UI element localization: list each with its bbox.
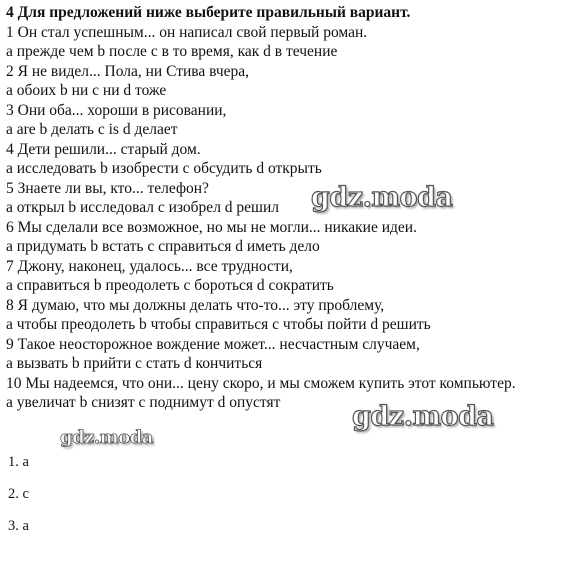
options-line: a прежде чем b после с в то время, как d в течение: [6, 43, 338, 60]
question-line: 5 Знаете ли вы, кто... телефон?: [6, 179, 209, 197]
answers-list: [8, 453, 29, 549]
question-line: 1 Он стал успешным... он написал свой первый роман.: [6, 23, 368, 41]
question-line: 10 Мы надеемся, что они... цену скоро, и мы сможем купить этот компьютер.: [6, 374, 516, 392]
question-line: 7 Джону, наконец, удалось... все трудности,: [6, 257, 293, 275]
options-line: a чтобы преодолеть b чтобы справиться с чтобы пойти d решить: [6, 316, 431, 333]
options-line: a are b делать с is d делает: [6, 121, 178, 138]
options-line: a исследовать b изобрести с обсудить d открыть: [6, 160, 322, 177]
answer-item: 2. c: [8, 486, 29, 502]
options-line: a увеличат b снизят с поднимут d опустят: [6, 394, 281, 411]
exercise-block: [6, 3, 572, 413]
answer-item: 1. a: [8, 454, 29, 470]
options-line: a справиться b преодолеть с бороться d сократить: [6, 277, 334, 294]
watermark-logo: gdz.moda: [311, 182, 453, 213]
options-line: a открыл b исследовал с изобрел d решил: [6, 199, 280, 216]
question-line: 2 Я не видел... Пола, ни Стива вчера,: [6, 62, 250, 80]
answer-item: 3. a: [8, 518, 29, 534]
question-line: 9 Такое неосторожное вождение может... несчастным случаем,: [6, 335, 420, 353]
question-line: 8 Я думаю, что мы должны делать что-то... эту проблему,: [6, 296, 385, 314]
watermark-logo: gdz.moda: [60, 427, 153, 448]
options-line: a вызвать b прийти с стать d кончиться: [6, 355, 263, 372]
question-line: 4 Дети решили... старый дом.: [6, 140, 201, 158]
options-line: a обоих b ни с ни d тоже: [6, 82, 167, 99]
question-line: 3 Они оба... хороши в рисовании,: [6, 101, 227, 119]
options-line: a придумать b встать с справиться d иметь дело: [6, 238, 320, 255]
question-line: 6 Мы сделали все возможное, но мы не могли... никакие идеи.: [6, 218, 417, 236]
exercise-title: 4 Для предложений ниже выберите правильный вариант.: [6, 4, 411, 21]
watermark-logo: gdz.moda: [352, 401, 494, 432]
